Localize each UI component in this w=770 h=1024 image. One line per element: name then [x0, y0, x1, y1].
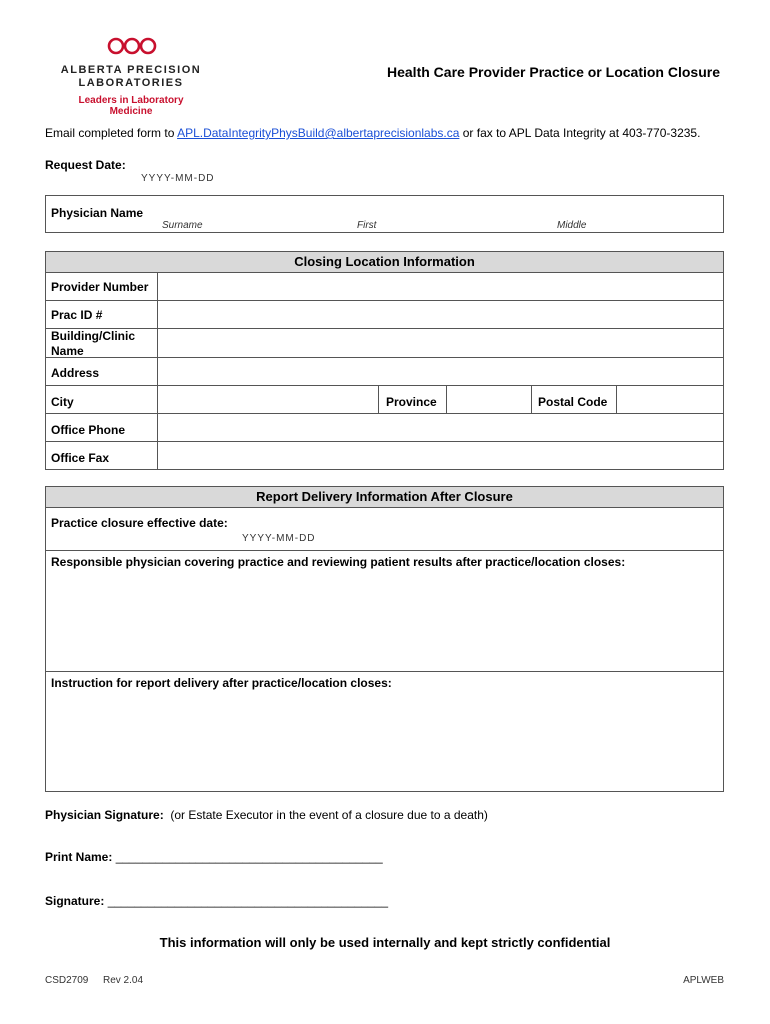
city-label: City [51, 395, 74, 409]
signature-row [45, 894, 388, 908]
building-clinic-label: Building/Clinic Name [51, 329, 135, 358]
province-label: Province [386, 395, 437, 409]
revision: Rev 2.04 [103, 975, 144, 986]
provider-number-input[interactable] [158, 274, 723, 300]
office-phone-label: Office Phone [51, 423, 126, 437]
apl-logo-rings-icon [107, 37, 157, 55]
form-code: CSD2709 [45, 975, 89, 986]
city-input[interactable] [158, 386, 378, 413]
prac-id-label: Prac ID # [51, 308, 103, 322]
office-phone-input[interactable] [158, 414, 723, 441]
physician-name-label: Physician Name [51, 206, 144, 220]
footer-right-code: APLWEB [683, 975, 724, 986]
intro-line [45, 126, 700, 140]
request-date-input[interactable]: YYYY-MM-DD [141, 173, 215, 184]
physician-signature-label: Physician Signature: [45, 808, 164, 822]
responsible-physician-input[interactable] [46, 572, 723, 670]
signature-input[interactable]: __________________________________________ [107, 894, 388, 908]
address-input[interactable] [158, 358, 723, 385]
provider-number-label: Provider Number [51, 280, 149, 294]
signature-label: Signature: [45, 894, 105, 908]
province-input[interactable] [447, 386, 531, 413]
first-name-input[interactable] [355, 197, 545, 231]
logo-name-line1: ALBERTA PRECISION [60, 64, 202, 76]
print-name-row [45, 850, 383, 864]
middle-hint: Middle [557, 220, 587, 231]
effective-date-label: Practice closure effective date: [51, 516, 228, 530]
instruction-input[interactable] [46, 693, 723, 791]
responsible-physician-label: Responsible physician covering practice and reviewing patient results after practice/location closes: [51, 555, 626, 569]
physician-signature-note: (or Estate Executor in the event of a closure due to a death) [170, 808, 488, 822]
address-label: Address [51, 366, 100, 380]
postal-code-label: Postal Code [538, 395, 608, 409]
physician-signature-line [45, 808, 488, 822]
effective-date-input[interactable]: YYYY-MM-DD [242, 533, 316, 544]
intro-prefix: Email completed form to [45, 126, 178, 140]
print-name-input[interactable]: ________________________________________ [115, 850, 383, 864]
form-title: Health Care Provider Practice or Location Closure [387, 64, 720, 80]
logo-tagline: Leaders in Laboratory Medicine [78, 95, 184, 117]
surname-hint: Surname [162, 220, 203, 231]
closing-location-header: Closing Location Information [46, 252, 723, 273]
request-date-label: Request Date: [45, 158, 126, 172]
intro-suffix: or fax to APL Data Integrity at 403-770-3235. [459, 126, 701, 140]
report-delivery-header: Report Delivery Information After Closure [46, 487, 723, 508]
logo-name [56, 64, 206, 90]
office-fax-label: Office Fax [51, 451, 110, 465]
confidential-note: This information will only be used internally and kept strictly confidential [159, 935, 611, 950]
prac-id-input[interactable] [158, 301, 723, 328]
print-name-label: Print Name: [45, 850, 113, 864]
postal-code-input[interactable] [617, 386, 723, 413]
instruction-label: Instruction for report delivery after practice/location closes: [51, 676, 392, 690]
building-clinic-input[interactable] [158, 329, 723, 357]
email-link[interactable]: APL.DataIntegrityPhysBuild@albertaprecisionlabs.ca [177, 126, 460, 140]
office-fax-input[interactable] [158, 442, 723, 469]
first-hint: First [357, 220, 377, 231]
logo-name-line2: LABORATORIES [78, 77, 184, 89]
